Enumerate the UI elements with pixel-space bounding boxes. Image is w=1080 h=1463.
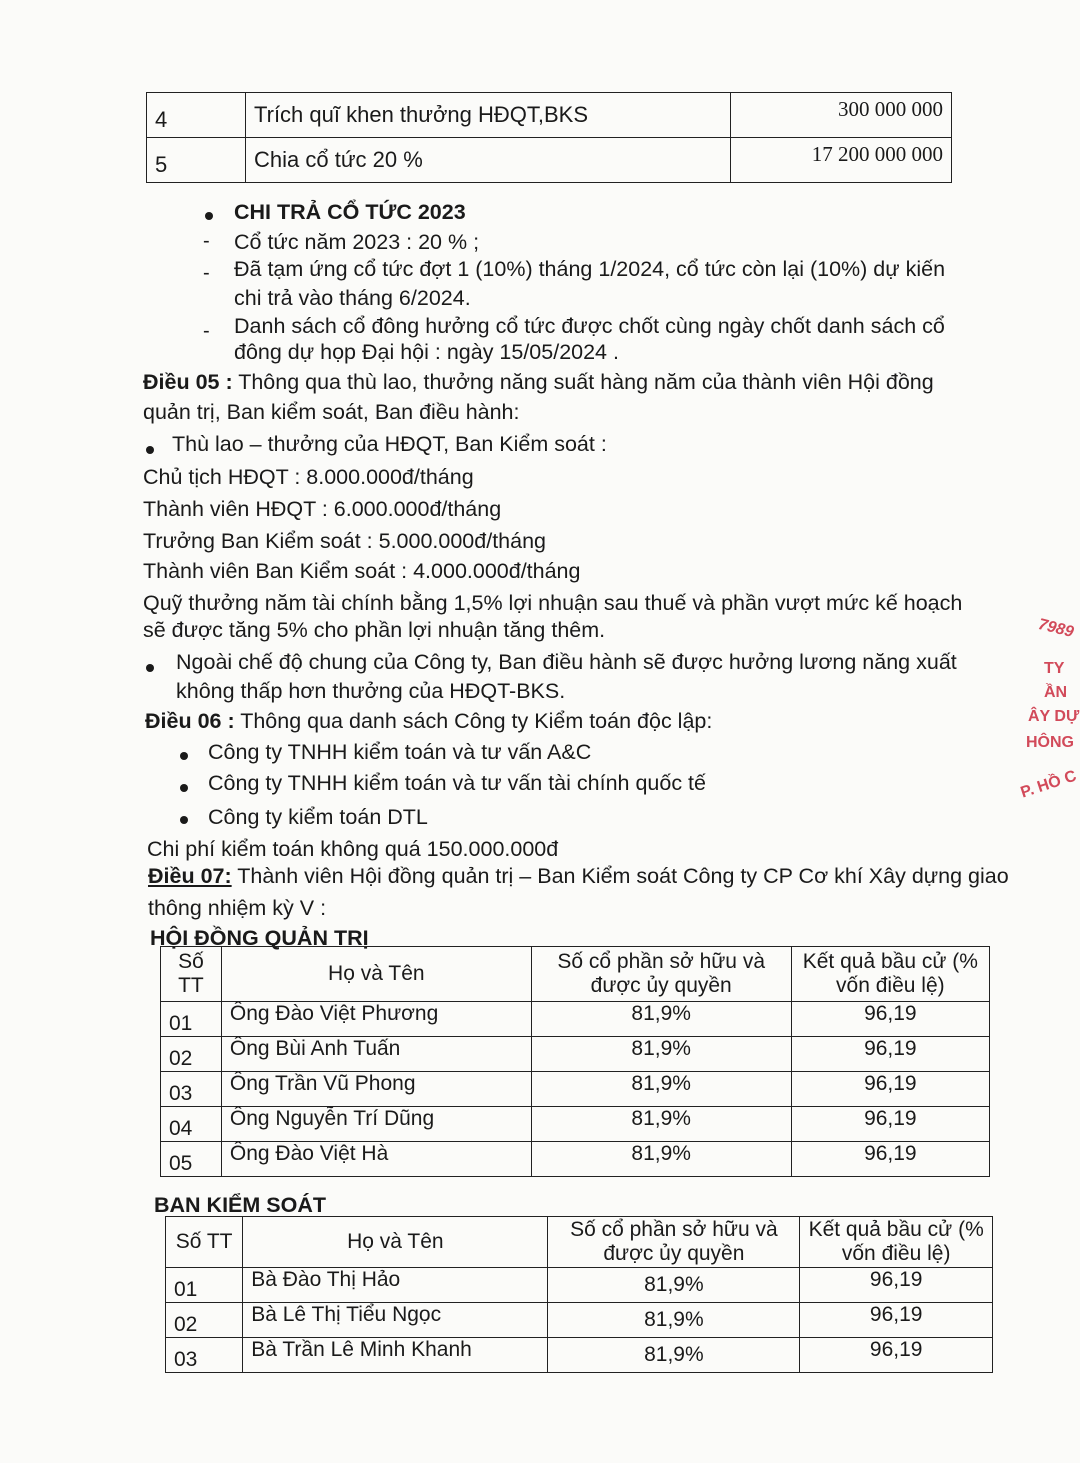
text-line: Trưởng Ban Kiểm soát : 5.000.000đ/tháng — [143, 529, 546, 553]
cell-result: 96,19 — [791, 1142, 989, 1177]
article-label: Điều 06 : — [145, 709, 235, 733]
cell-name: Ông Đào Việt Phương — [221, 1002, 531, 1037]
table-header-row — [161, 947, 990, 1002]
stamp-text: TY — [1044, 660, 1065, 677]
bullet-icon — [180, 752, 188, 760]
stamp-text: ẦN — [1044, 684, 1068, 701]
header-stt: Số TT — [166, 1217, 243, 1268]
article-05 — [143, 368, 934, 396]
cell-stt: 01 — [166, 1268, 243, 1303]
table-row — [161, 1142, 990, 1177]
article-07 — [148, 862, 1009, 890]
table-row — [161, 1072, 990, 1107]
bullet-icon — [146, 664, 154, 672]
header-stt: Số TT — [161, 947, 222, 1002]
cell-name: Ông Đào Việt Hà — [221, 1142, 531, 1177]
cell-result: 96,19 — [800, 1338, 993, 1373]
row-description: Chia cổ tức 20 % — [246, 138, 731, 183]
text-line: Chủ tịch HĐQT : 8.000.000đ/tháng — [143, 465, 474, 489]
cell-stt: 01 — [161, 1002, 222, 1037]
cell-stt: 02 — [161, 1037, 222, 1072]
text-line: Thành viên Ban Kiểm soát : 4.000.000đ/tháng — [143, 559, 581, 583]
text-line: Chi phí kiểm toán không quá 150.000.000đ — [147, 837, 559, 861]
list-item: Công ty kiểm toán DTL — [208, 805, 428, 829]
text-line: Thành viên HĐQT : 6.000.000đ/tháng — [143, 497, 502, 521]
list-item: Đã tạm ứng cổ tức đợt 1 (10%) tháng 1/2024, cổ tức còn lại (10%) dự kiến — [234, 257, 946, 281]
cell-result: 96,19 — [791, 1107, 989, 1142]
text-line: Quỹ thưởng năm tài chính bằng 1,5% lợi nhuận sau thuế và phần vượt mức kế hoạch — [143, 591, 963, 615]
table-row — [161, 1107, 990, 1142]
article-06 — [145, 707, 712, 735]
row-value: 300 000 000 — [731, 93, 952, 138]
list-item: Danh sách cổ đông hưởng cổ tức được chốt cùng ngày chốt danh sách cổ — [234, 314, 945, 338]
cell-share: 81,9% — [548, 1303, 800, 1338]
article-text-line: quản trị, Ban kiểm soát, Ban điều hành: — [143, 400, 520, 424]
article-text-line: thông nhiệm kỳ V : — [148, 896, 327, 920]
table-row — [147, 93, 952, 138]
hdqt-title: HỘI ĐỒNG QUẢN TRỊ — [150, 926, 369, 950]
cell-share: 81,9% — [531, 1072, 791, 1107]
list-item: Công ty TNHH kiểm toán và tư vấn A&C — [208, 740, 592, 764]
cell-share: 81,9% — [531, 1142, 791, 1177]
dash-icon: - — [203, 320, 210, 342]
cell-name: Ông Trần Vũ Phong — [221, 1072, 531, 1107]
cell-stt: 04 — [161, 1107, 222, 1142]
cell-result: 96,19 — [800, 1268, 993, 1303]
article-text: Thông qua thù lao, thưởng năng suất hàng năm của thành viên Hội đồng — [232, 370, 934, 394]
cell-share: 81,9% — [531, 1107, 791, 1142]
bullet-icon — [146, 446, 154, 454]
cell-share: 81,9% — [531, 1002, 791, 1037]
cell-share: 81,9% — [548, 1268, 800, 1303]
bullet-icon — [180, 816, 188, 824]
table-row — [166, 1268, 993, 1303]
bks-title: BAN KIỂM SOÁT — [154, 1193, 326, 1217]
cell-stt: 03 — [166, 1338, 243, 1373]
cell-stt: 03 — [161, 1072, 222, 1107]
stamp-text: P. HỒ C — [1018, 767, 1079, 802]
cell-name: Ông Bùi Anh Tuấn — [221, 1037, 531, 1072]
dash-icon: - — [203, 230, 210, 252]
cell-name: Bà Lê Thị Tiểu Ngọc — [243, 1303, 548, 1338]
table-row — [147, 138, 952, 183]
text-line: sẽ được tăng 5% cho phần lợi nhuận tăng thêm. — [143, 618, 606, 642]
table-row — [166, 1338, 993, 1373]
cell-name: Bà Đào Thị Hảo — [243, 1268, 548, 1303]
cell-name: Ông Nguyễn Trí Dũng — [221, 1107, 531, 1142]
bullet-icon — [180, 784, 188, 792]
cell-stt: 02 — [166, 1303, 243, 1338]
list-item: Thù lao – thưởng của HĐQT, Ban Kiểm soát : — [172, 432, 607, 456]
row-value: 17 200 000 000 — [731, 138, 952, 183]
cell-result: 96,19 — [791, 1002, 989, 1037]
bks-table — [165, 1216, 993, 1373]
article-label: Điều 07: — [148, 864, 232, 888]
hdqt-table — [160, 946, 990, 1177]
header-result: Kết quả bầu cử (% vốn điều lệ) — [791, 947, 989, 1002]
list-item: Ngoài chế độ chung của Công ty, Ban điều hành sẽ được hưởng lương năng xuất — [176, 650, 957, 674]
header-share: Số cổ phần sở hữu và được ủy quyền — [548, 1217, 800, 1268]
list-item: chi trả vào tháng 6/2024. — [234, 286, 471, 310]
table-header-row — [166, 1217, 993, 1268]
cell-share: 81,9% — [548, 1338, 800, 1373]
article-label: Điều 05 : — [143, 370, 233, 394]
row-number: 5 — [147, 138, 246, 183]
cell-stt: 05 — [161, 1142, 222, 1177]
cell-share: 81,9% — [531, 1037, 791, 1072]
bullet-icon — [205, 212, 213, 220]
cell-result: 96,19 — [791, 1037, 989, 1072]
company-stamp — [1010, 610, 1080, 820]
cell-name: Bà Trần Lê Minh Khanh — [243, 1338, 548, 1373]
article-text: Thành viên Hội đồng quản trị – Ban Kiểm soát Công ty CP Cơ khí Xây dựng giao — [231, 864, 1009, 888]
header-name: Họ và Tên — [243, 1217, 548, 1268]
table-row — [166, 1303, 993, 1338]
stamp-text: HÔNG — [1026, 734, 1074, 751]
section-heading: CHI TRẢ CỔ TỨC 2023 — [234, 200, 466, 224]
row-description: Trích quĩ khen thưởng HĐQT,BKS — [246, 93, 731, 138]
table-row — [161, 1037, 990, 1072]
article-text: Thông qua danh sách Công ty Kiểm toán độc lập: — [234, 709, 713, 733]
list-item: không thấp hơn thưởng của HĐQT-BKS. — [176, 679, 566, 703]
budget-table — [146, 92, 952, 183]
dash-icon: - — [203, 262, 210, 284]
cell-result: 96,19 — [800, 1303, 993, 1338]
list-item: đông dự họp Đại hội : ngày 15/05/2024 . — [234, 340, 619, 364]
cell-result: 96,19 — [791, 1072, 989, 1107]
stamp-text: 7989 — [1036, 615, 1076, 642]
list-item: Công ty TNHH kiểm toán và tư vấn tài chính quốc tế — [208, 771, 706, 795]
row-number: 4 — [147, 93, 246, 138]
list-item: Cổ tức năm 2023 : 20 % ; — [234, 230, 480, 254]
header-name: Họ và Tên — [221, 947, 531, 1002]
stamp-text: ÂY DỰ — [1028, 708, 1080, 725]
header-result: Kết quả bầu cử (% vốn điều lệ) — [800, 1217, 993, 1268]
header-share: Số cổ phần sở hữu và được ủy quyền — [531, 947, 791, 1002]
table-row — [161, 1002, 990, 1037]
